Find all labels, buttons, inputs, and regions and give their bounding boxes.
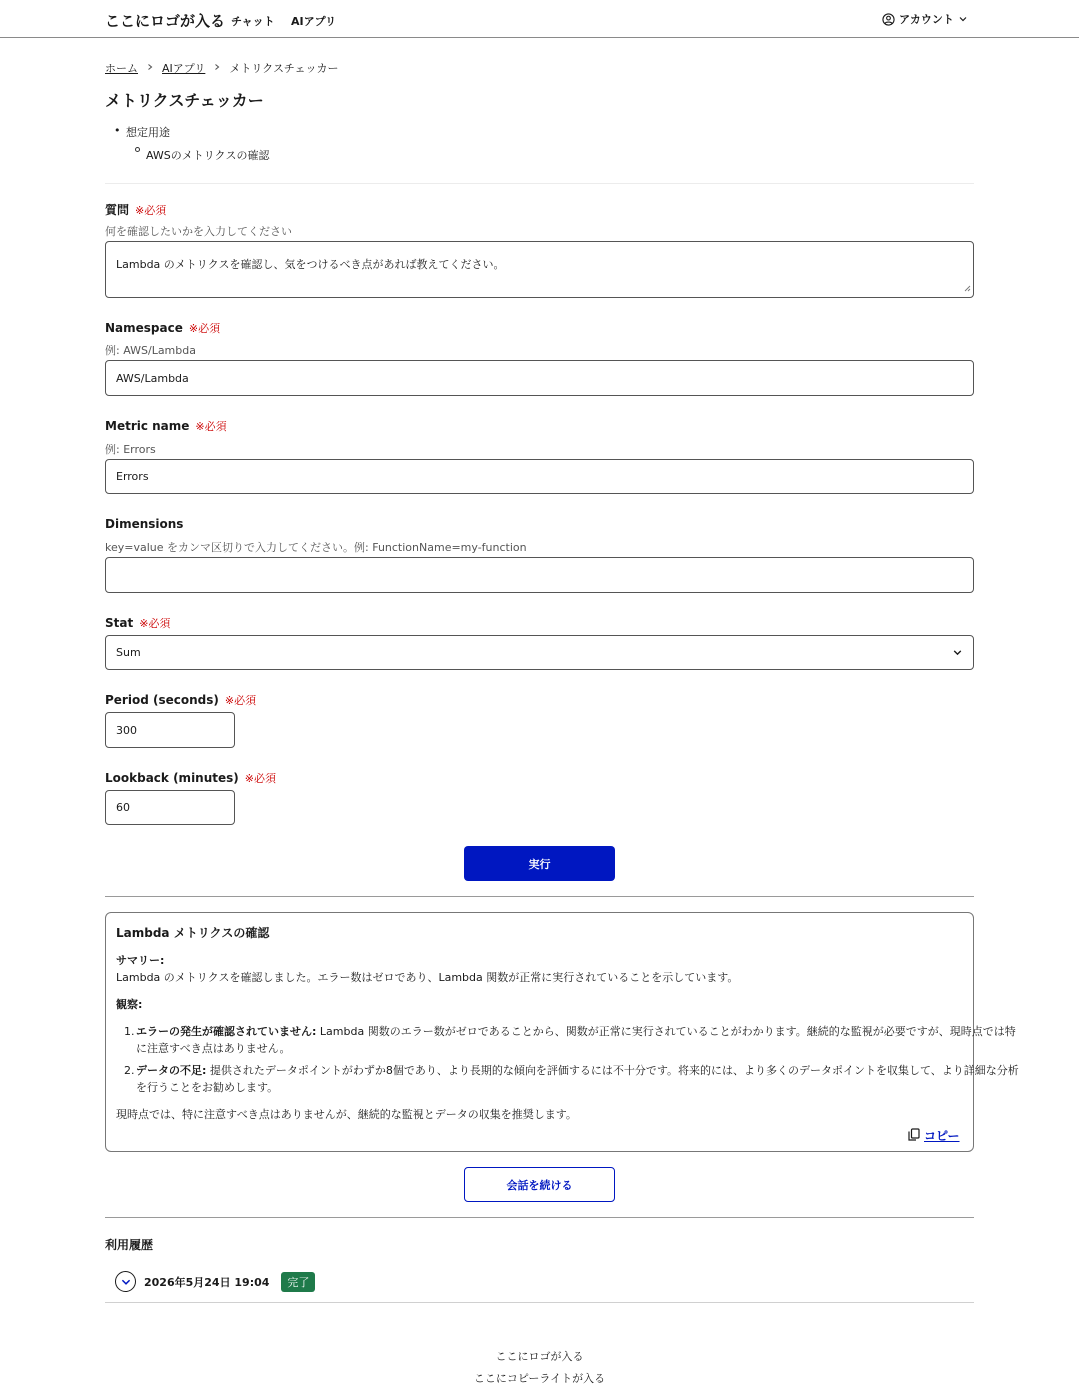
breadcrumb-home[interactable]: ホーム xyxy=(105,62,138,75)
copy-button[interactable] xyxy=(908,1127,960,1144)
period-label: Period (seconds) ※必須 xyxy=(105,693,257,707)
expand-chevron-icon[interactable] xyxy=(115,1271,136,1292)
metric-name-input[interactable]: Errors xyxy=(105,459,974,494)
stat-label: Stat ※必須 xyxy=(105,616,171,630)
conclusion-text: 現時点では、特に注意すべき点はありませんが、継続的な監視とデータの収集を推奨します。 xyxy=(116,1108,577,1121)
user-circle-icon xyxy=(882,13,895,26)
namespace-label: Namespace ※必須 xyxy=(105,321,221,335)
nav-chat[interactable]: チャット xyxy=(231,15,275,28)
usage-heading: 想定用途 xyxy=(126,126,170,139)
chevron-down-icon xyxy=(958,14,968,24)
breadcrumb-ai-apps[interactable]: AIアプリ xyxy=(162,62,206,75)
namespace-help: 例: AWS/Lambda xyxy=(105,344,196,357)
bullet-icon: • xyxy=(114,124,121,137)
section-divider xyxy=(105,183,974,184)
chevron-down-icon xyxy=(952,647,963,661)
required-mark: ※必須 xyxy=(188,322,221,335)
namespace-input[interactable]: AWS/Lambda xyxy=(105,360,974,396)
observation-item: エラーの発生が確認されていません: Lambda 関数のエラー数がゼロであることから、関数が正常に実行されていることがわかります。継続的な監視が必要ですが、現時点では特 xyxy=(136,1025,1016,1038)
lookback-input[interactable]: 60 xyxy=(105,790,235,825)
required-mark: ※必須 xyxy=(135,204,167,217)
account-menu[interactable] xyxy=(882,11,968,27)
history-title: 利用履歴 xyxy=(105,1238,154,1252)
observations-heading: 観察: xyxy=(116,998,143,1011)
submit-button[interactable]: 実行 xyxy=(464,846,615,881)
continue-conversation-button[interactable]: 会話を続ける xyxy=(464,1167,615,1202)
required-mark: ※必須 xyxy=(195,420,227,433)
observation-item-cont: に注意すべき点はありません。 xyxy=(136,1042,291,1055)
section-divider xyxy=(105,896,974,897)
metric-name-label: Metric name ※必須 xyxy=(105,419,227,433)
observation-number: 2. xyxy=(124,1064,135,1077)
summary-heading: サマリー: xyxy=(116,954,165,967)
dimensions-help: key=value をカンマ区切りで入力してください。例: FunctionName=my-function xyxy=(105,541,527,554)
page-title: メトリクスチェッカー xyxy=(105,91,264,110)
observation-number: 1. xyxy=(124,1025,135,1038)
period-input[interactable]: 300 xyxy=(105,712,235,748)
dimensions-input[interactable] xyxy=(105,557,974,593)
summary-text: Lambda のメトリクスを確認しました。エラー数はゼロであり、Lambda 関数が正常に実行されていることを示しています。 xyxy=(116,971,739,984)
question-textarea[interactable]: Lambda のメトリクスを確認し、気をつけるべき点があれば教えてください。 xyxy=(105,241,974,298)
result-card xyxy=(105,912,1019,1152)
section-divider xyxy=(105,1217,974,1218)
required-mark: ※必須 xyxy=(244,772,276,785)
footer-logo: ここにロゴが入る xyxy=(495,1350,584,1363)
required-mark: ※必須 xyxy=(224,694,257,707)
resize-handle-icon[interactable] xyxy=(964,282,971,295)
chevron-right-icon xyxy=(213,63,221,74)
nav-ai-apps[interactable]: AIアプリ xyxy=(291,15,337,28)
dimensions-label: Dimensions xyxy=(105,517,184,531)
observation-item-cont: を行うことをお勧めします。 xyxy=(136,1081,279,1094)
required-mark: ※必須 xyxy=(139,617,171,630)
account-label: アカウント xyxy=(899,13,954,26)
lookback-label: Lookback (minutes) ※必須 xyxy=(105,771,276,785)
observation-item: データの不足: 提供されたデータポイントがわずか8個であり、より長期的な傾向を評価するには不十分です。将来的には、より多くのデータポイントを収集して、より詳細な分析 xyxy=(136,1064,1019,1077)
copy-label: コピー xyxy=(924,1129,960,1143)
site-logo[interactable]: ここにロゴが入る xyxy=(105,12,226,30)
section-divider xyxy=(105,1302,974,1303)
copy-icon xyxy=(908,1128,920,1144)
breadcrumb-current: メトリクスチェッカー xyxy=(229,62,339,75)
question-help: 何を確認したいかを入力してください xyxy=(105,225,292,238)
footer-copyright: ここにコピーライトが入る xyxy=(473,1372,606,1385)
question-label: 質問 ※必須 xyxy=(105,203,167,217)
metric-name-help: 例: Errors xyxy=(105,443,156,456)
history-item[interactable] xyxy=(115,1271,315,1292)
stat-select[interactable]: Sum xyxy=(105,635,974,670)
chevron-right-icon xyxy=(146,63,154,74)
status-badge: 完了 xyxy=(281,1272,315,1292)
history-datetime: 2026年5月24日 19:04 xyxy=(144,1275,270,1289)
usage-item: AWSのメトリクスの確認 xyxy=(146,149,270,162)
sub-bullet-icon xyxy=(135,147,140,152)
site-header xyxy=(0,0,1079,38)
result-title: Lambda メトリクスの確認 xyxy=(116,926,270,940)
breadcrumb xyxy=(105,60,338,76)
